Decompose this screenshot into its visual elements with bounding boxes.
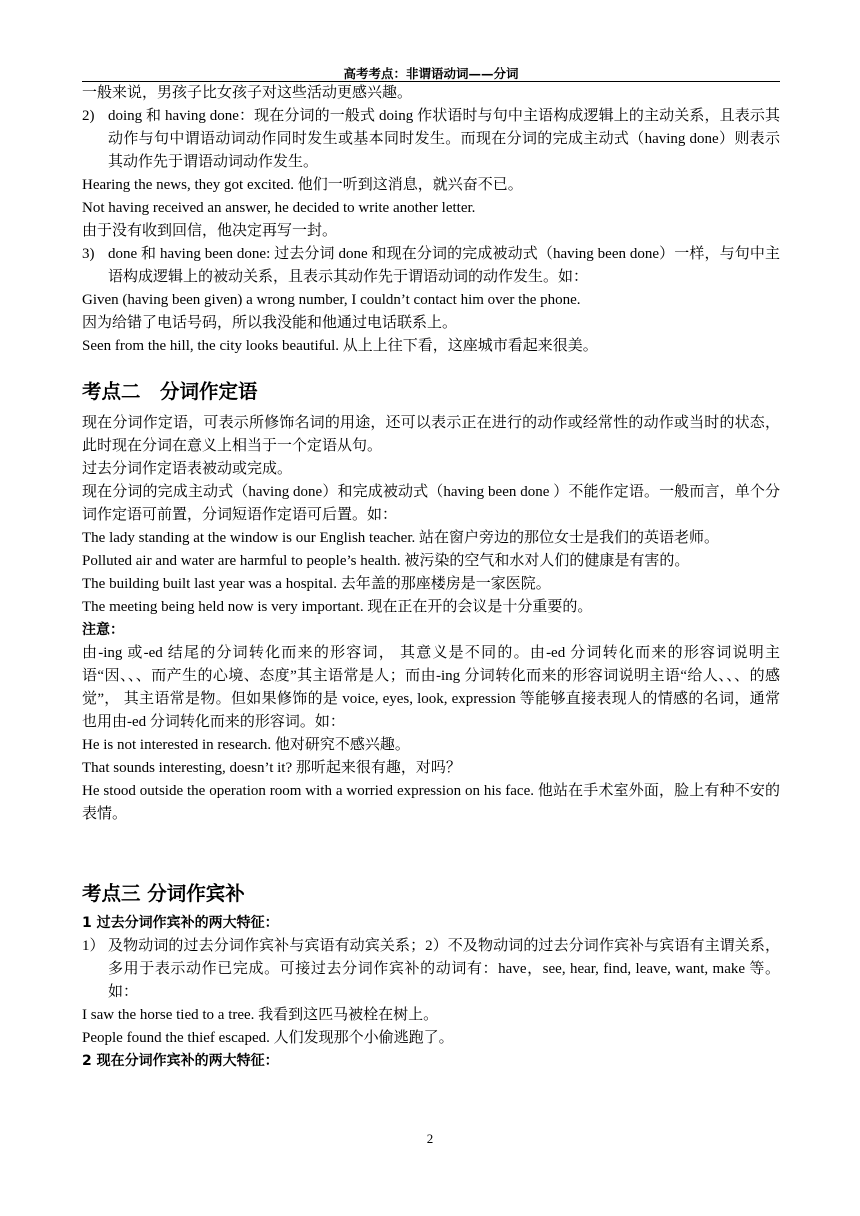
page-header: 高考考点：非谓语动词——分词 [343,66,519,81]
example-sentence: Seen from the hill, the city looks beautiful. 从上上往下看，这座城市看起来很美。 [82,338,598,354]
example-sentence: Not having received an answer, he decided to write another letter. [82,200,476,216]
paragraph: 过去分词作定语表被动或完成。 [82,461,293,477]
note-label: 注意： [82,622,124,638]
example-sentence: Hearing the news, they got excited. 他们一听到这消息，就兴奋不已。 [82,177,523,193]
list-number: 3) [82,246,95,262]
list-item [82,105,780,174]
paragraph: 现在分词的完成主动式（having done）和完成被动式（having been done ）不能作定语。一般而言，单个分词作定语可前置，分词短语作定语可后置。如： [82,484,780,523]
example-sentence: Polluted air and water are harmful to people’s health. 被污染的空气和水对人们的健康是有害的。 [82,553,690,569]
example-translation: 因为给错了电话号码，所以我没能和他通过电话联系上。 [82,315,458,331]
paragraph: 一般来说，男孩子比女孩子对这些活动更感兴趣。 [82,85,413,101]
example-sentence: The building built last year was a hospital. 去年盖的那座楼房是一家医院。 [82,576,551,592]
example-translation: 由于没有收到回信，他决定再写一封。 [82,223,338,239]
section-heading: 考点三 分词作宾补 [82,882,245,905]
list-text: done 和 having been done: 过去分词 done 和现在分词的完成被动式（having been done）一样，与句中主语构成逻辑上的被动关系，且表示其动作先于谓语动词的动作发生。如： [108,246,780,285]
list-text: doing 和 having done：现在分词的一般式 doing 作状语时与句中主语构成逻辑上的主动关系，且表示其动作与句中谓语动词动作同时发生或基本同时发生。而现在分词的完成主动式（having done）则表示其动作先于谓语动词动作发生。 [108,108,780,170]
example-sentence: People found the thief escaped. 人们发现那个小偷逃跑了。 [82,1030,454,1046]
list-text: 及物动词的过去分词作宾补与宾语有动宾关系；2）不及物动词的过去分词作宾补与宾语有主谓关系，多用于表示动作已完成。可接过去分词作宾补的动词有：have，see, hear, find, leave, want, make 等。如： [108,938,780,1000]
list-number: 1） [82,938,105,954]
example-sentence: Given (having been given) a wrong number, I couldn’t contact him over the phone. [82,292,581,308]
example-sentence: The meeting being held now is very important. 现在正在开的会议是十分重要的。 [82,599,593,615]
subheading: 1 过去分词作宾补的两大特征： [82,915,279,931]
subheading: 2 现在分词作宾补的两大特征： [82,1053,279,1069]
list-item [82,935,780,1004]
paragraph: 现在分词作定语，可表示所修饰名词的用途，还可以表示正在进行的动作或经常性的动作或当时的状态，此时现在分词在意义上相当于一个定语从句。 [82,415,780,454]
list-number: 2) [82,108,95,124]
note-paragraph: 由-ing 或-ed 结尾的分词转化而来的形容词， 其意义是不同的。由-ed 分词转化而来的形容词说明主语“因、、、而产生的心境、态度”其主语常是人；而由-ing 分词转化而来的形容词说明主语“给人、、、的感觉”， 其主语常是物。但如果修饰的是 voice, eyes, look, expression 等能够直接表现人的情感的名词，通常也用由-ed 分词转化而来的形容词。如： [82,645,780,730]
page-number: 2 [426,1131,434,1146]
example-sentence: He stood outside the operation room with a worried expression on his face. 他站在手术室外面，脸上有种不安的表情。 [82,783,780,822]
example-sentence: He is not interested in research. 他对研究不感兴趣。 [82,737,410,753]
example-sentence: I saw the horse tied to a tree. 我看到这匹马被栓在树上。 [82,1007,439,1023]
example-sentence: That sounds interesting, doesn’t it? 那听起来很有趣，对吗？ [82,760,461,776]
list-item [82,243,780,289]
section-heading: 考点二 分词作定语 [82,380,258,403]
document-body [82,82,780,1073]
example-sentence: The lady standing at the window is our English teacher. 站在窗户旁边的那位女士是我们的英语老师。 [82,530,720,546]
